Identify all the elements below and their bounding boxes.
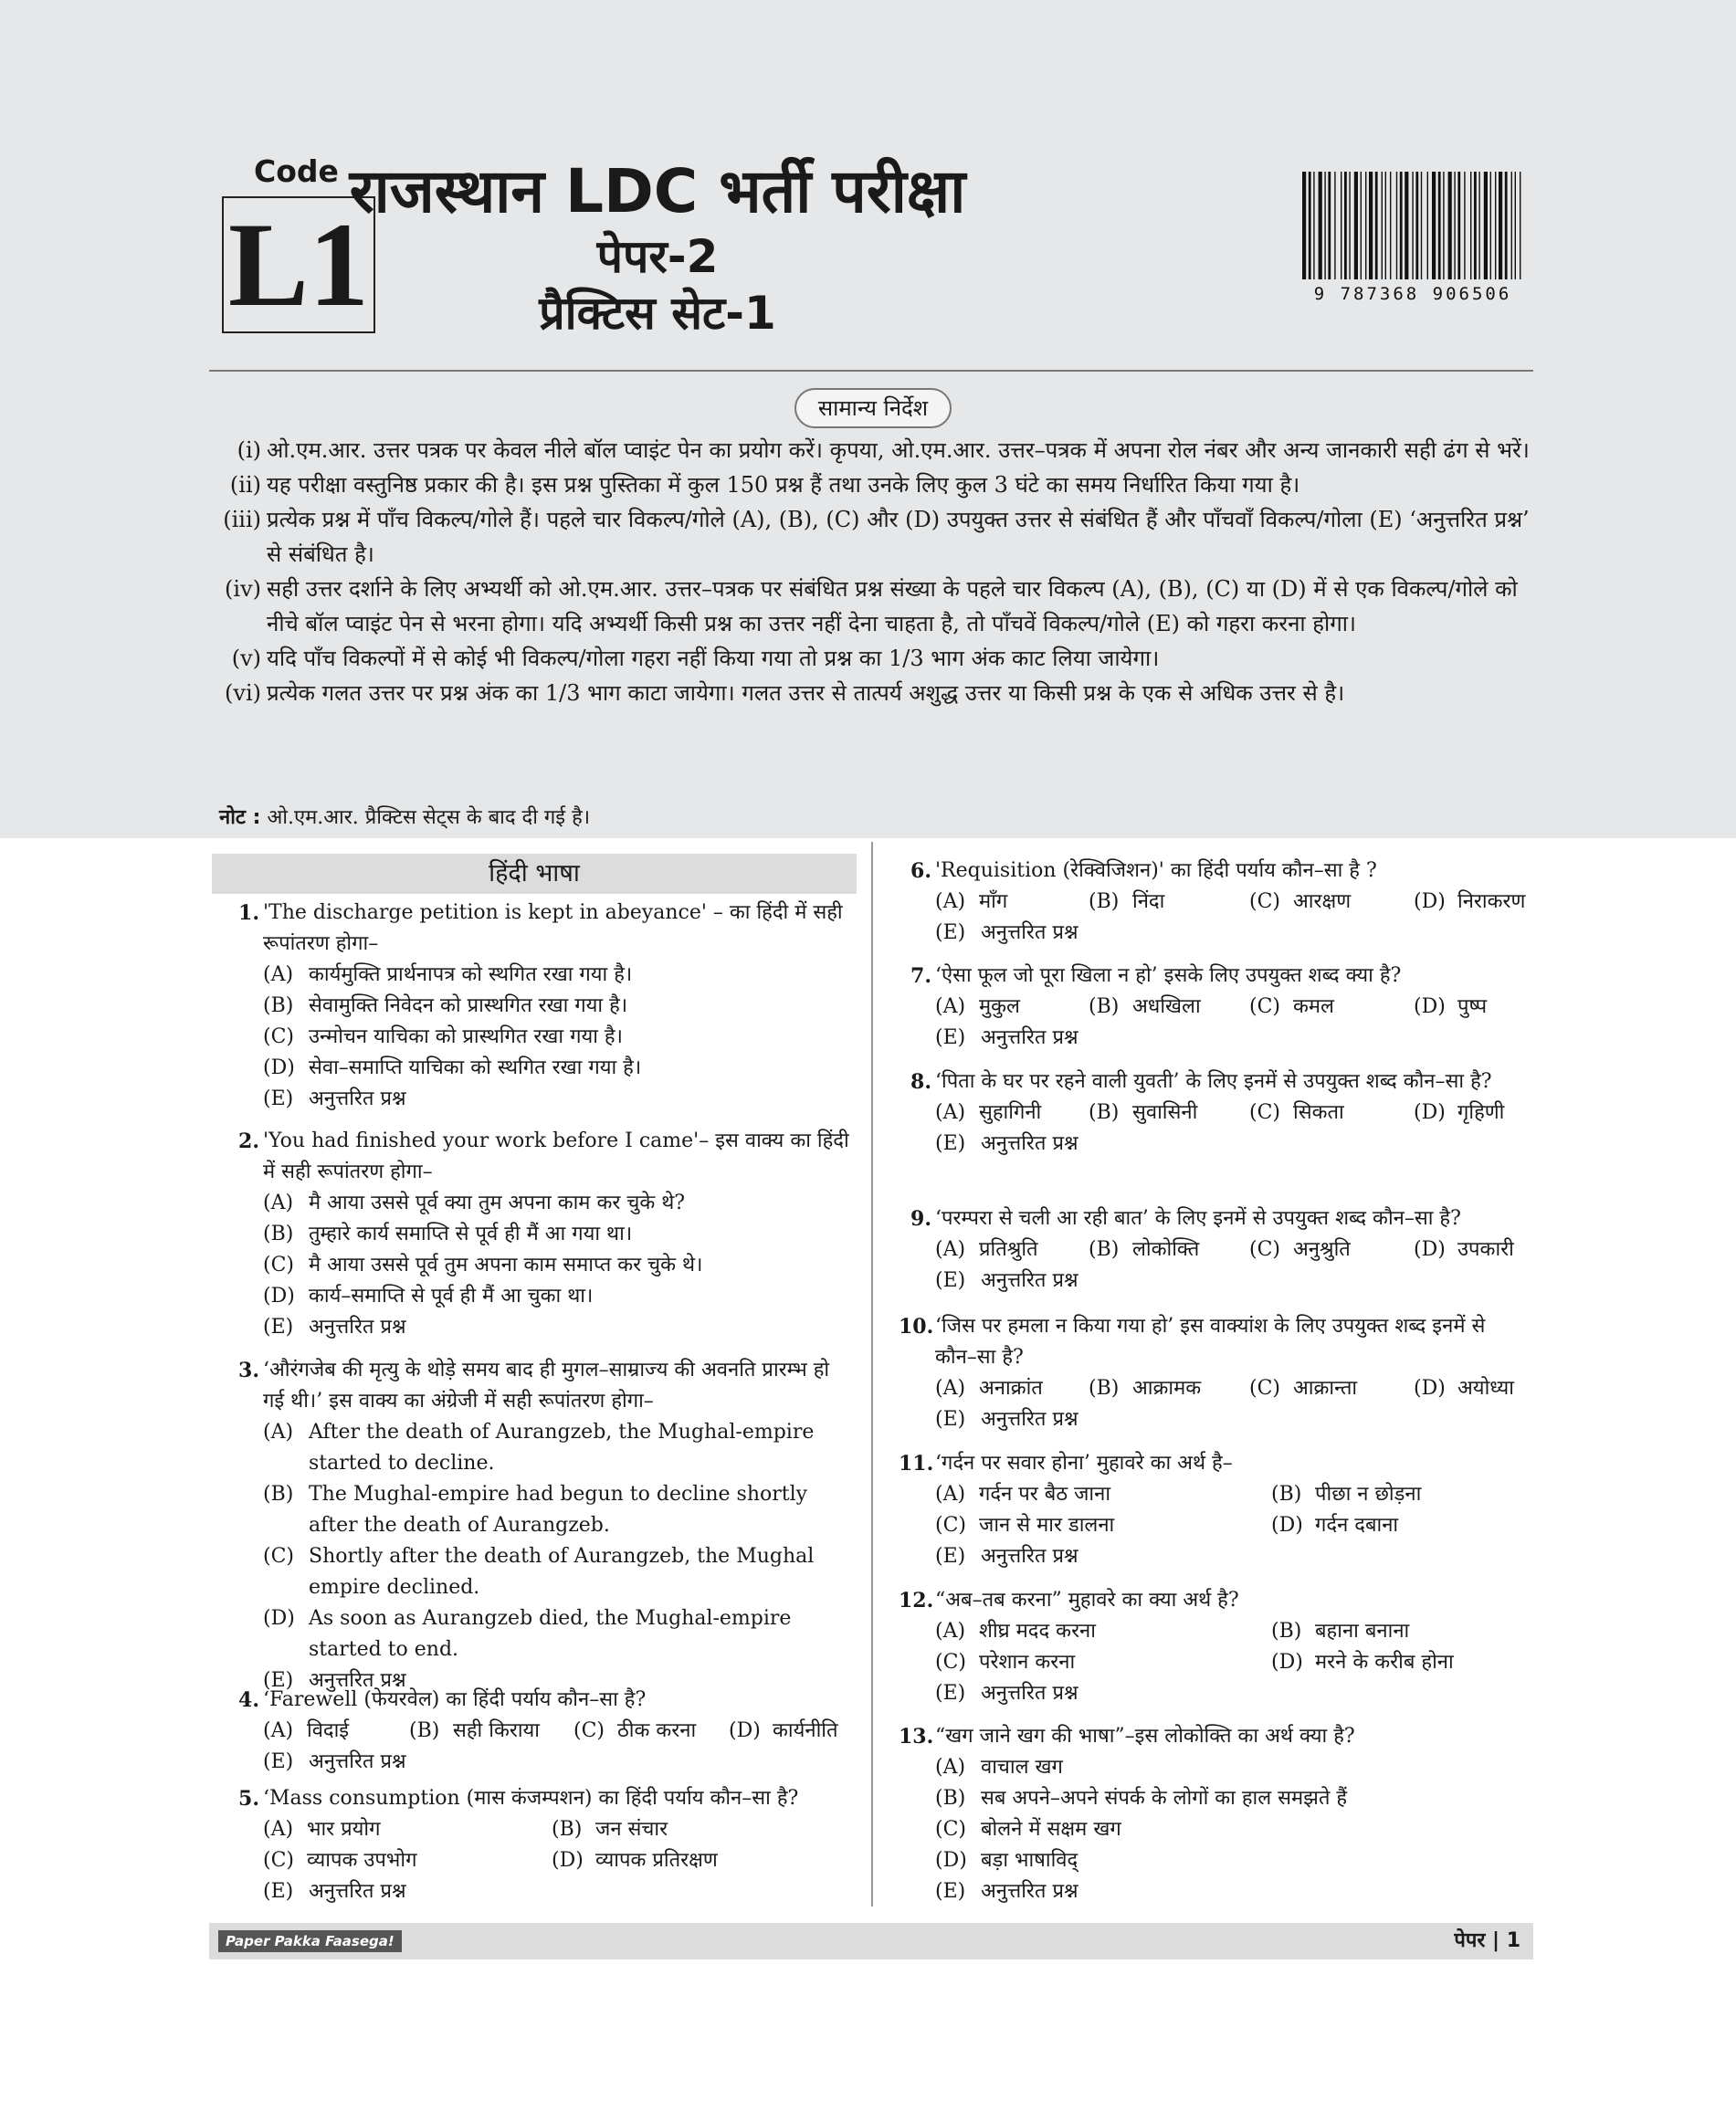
question-number: 11. bbox=[899, 1452, 934, 1476]
option-e: (E) अनुत्तरित प्रश्न bbox=[935, 1269, 1078, 1292]
option-b: (B) जन संचार bbox=[552, 1818, 668, 1841]
barcode-bar bbox=[1319, 172, 1322, 279]
options-row bbox=[935, 1647, 1533, 1678]
barcode-bar bbox=[1448, 172, 1452, 279]
question-text: 'The discharge petition is kept in abeyance' – का हिंदी में सही रूपांतरण होगा– bbox=[263, 901, 843, 955]
question-13 bbox=[899, 1721, 1533, 1907]
question-3 bbox=[238, 1355, 857, 1697]
question-text: ‘जिस पर हमला न किया गया हो’ इस वाक्यांश के लिए उपयुक्त शब्द इनमें से कौन–सा है? bbox=[935, 1315, 1486, 1369]
option-a: (A) विदाई bbox=[263, 1719, 350, 1742]
barcode-bar bbox=[1484, 172, 1488, 279]
instruction-item bbox=[217, 433, 1532, 467]
barcode-bar bbox=[1421, 172, 1422, 279]
question-text: ‘परम्परा से चली आ रही बात’ के लिए इनमें से उपयुक्त शब्द कौन–सा है? bbox=[935, 1207, 1461, 1230]
option-d: (D) As soon as Aurangzeb died, the Mughal-empire started to end. bbox=[263, 1607, 792, 1661]
option-e: (E) अनुत्तरित प्रश्न bbox=[263, 1880, 406, 1903]
barcode-bar bbox=[1515, 172, 1516, 279]
instruction-number: (iv) bbox=[225, 576, 261, 602]
option-c: (C) अनुश्रुति bbox=[1249, 1238, 1351, 1261]
option-b: (B) आक्रामक bbox=[1089, 1377, 1202, 1400]
instruction-text: प्रत्येक प्रश्न में पाँच विकल्प/गोले हैं। पहले चार विकल्प/गोले (A), (B), (C) और (D) उपयुक्त उत्तर से संबंधित हैं और पाँचवाँ विकल्प/गोला (E) ‘अनुत्तरित प्रश्न’ से संबंधित है। bbox=[267, 507, 1530, 567]
question-2 bbox=[238, 1126, 857, 1343]
barcode-bar bbox=[1470, 172, 1471, 279]
barcode-bar bbox=[1478, 172, 1479, 279]
question-number: 7. bbox=[910, 964, 931, 988]
question-text: ‘पिता के घर पर रहने वाली युवती’ के लिए इनमें से उपयुक्त शब्द कौन–सा है? bbox=[935, 1070, 1492, 1093]
note-text: ओ.एम.आर. प्रैक्टिस सेट्स के बाद दी गई है। bbox=[267, 806, 591, 829]
barcode-bar bbox=[1369, 172, 1373, 279]
option-e: (E) अनुत्तरित प्रश्न bbox=[935, 1408, 1078, 1431]
barcode-number: 9 787368 906506 bbox=[1313, 284, 1512, 304]
question-number: 12. bbox=[899, 1589, 934, 1613]
option-d: (D) कार्यनीति bbox=[729, 1719, 838, 1742]
barcode-bar bbox=[1454, 172, 1455, 279]
option-b: (B) बहाना बनाना bbox=[1271, 1620, 1410, 1643]
question-5 bbox=[238, 1783, 857, 1907]
instruction-item bbox=[217, 641, 1532, 676]
options-row bbox=[263, 1845, 857, 1876]
option-a: (A) माँग bbox=[935, 890, 1008, 913]
option-c: (C) Shortly after the death of Aurangzeb, the Mughal empire declined. bbox=[263, 1545, 815, 1599]
option-a: (A) वाचाल खग bbox=[935, 1756, 1063, 1779]
question-4 bbox=[238, 1685, 857, 1778]
option-d: (D) उपकारी bbox=[1414, 1238, 1514, 1261]
question-6 bbox=[910, 856, 1533, 949]
barcode-bar bbox=[1412, 172, 1413, 279]
question-number: 13. bbox=[899, 1725, 934, 1749]
brand-logo: Paper Pakka Faasega! bbox=[218, 1930, 402, 1952]
barcode-bar bbox=[1405, 172, 1408, 279]
instruction-number: (v) bbox=[231, 646, 261, 671]
barcode-icon bbox=[1299, 170, 1527, 305]
option-c: (C) बोलने में सक्षम खग bbox=[935, 1818, 1121, 1841]
option-a: (A) सुहागिनी bbox=[935, 1101, 1042, 1124]
option-a: (A) कार्यमुक्ति प्रार्थनापत्र को स्थगित रखा गया है। bbox=[263, 963, 633, 986]
option-e: (E) अनुत्तरित प्रश्न bbox=[935, 1682, 1078, 1705]
question-number: 1. bbox=[238, 901, 259, 925]
option-d: (D) व्यापक प्रतिरक्षण bbox=[552, 1849, 718, 1872]
barcode-bar bbox=[1382, 172, 1383, 279]
question-1 bbox=[238, 898, 857, 1115]
barcode-bar bbox=[1505, 172, 1508, 279]
code-label: Code bbox=[254, 153, 339, 189]
option-b: (B) The Mughal-empire had begun to decline shortly after the death of Aurangzeb. bbox=[263, 1483, 808, 1537]
barcode-bar bbox=[1385, 172, 1386, 279]
barcode-bar bbox=[1438, 172, 1441, 279]
instruction-number: (iii) bbox=[223, 507, 261, 532]
barcode-bar bbox=[1344, 172, 1347, 279]
question-number: 10. bbox=[899, 1315, 934, 1339]
question-text: ‘ऐसा फूल जो पूरा खिला न हो’ इसके लिए उपयुक्त शब्द क्या है? bbox=[935, 964, 1402, 987]
question-text: “खग जाने खग की भाषा”–इस लोकोक्ति का अर्थ क्या है? bbox=[935, 1725, 1355, 1748]
option-d: (D) मरने के करीब होना bbox=[1271, 1651, 1454, 1674]
question-12 bbox=[899, 1585, 1533, 1709]
instruction-text: यदि पाँच विकल्पों में से कोई भी विकल्प/गोला गहरा नहीं किया गया तो प्रश्न का 1/3 भाग अंक काट लिया जायेगा। bbox=[267, 646, 1160, 671]
option-c: (C) जान से मार डालना bbox=[935, 1514, 1115, 1537]
option-e: (E) अनुत्तरित प्रश्न bbox=[935, 1132, 1078, 1155]
option-c: (C) सिकता bbox=[1249, 1101, 1344, 1124]
question-7 bbox=[910, 961, 1533, 1054]
barcode-bar bbox=[1400, 172, 1403, 279]
barcode-bar bbox=[1443, 172, 1444, 279]
question-number: 6. bbox=[910, 859, 931, 883]
barcode-bar bbox=[1427, 172, 1428, 279]
option-b: (B) अधखिला bbox=[1089, 995, 1201, 1018]
option-e: (E) अनुत्तरित प्रश्न bbox=[263, 1316, 406, 1339]
question-10 bbox=[899, 1311, 1533, 1435]
barcode-bar bbox=[1375, 172, 1378, 279]
option-a: (A) प्रतिश्रुति bbox=[935, 1238, 1038, 1261]
options-row bbox=[263, 1814, 857, 1845]
option-c: (C) आरक्षण bbox=[1249, 890, 1352, 913]
option-e: (E) अनुत्तरित प्रश्न bbox=[935, 1880, 1078, 1903]
option-e: (E) अनुत्तरित प्रश्न bbox=[263, 1087, 406, 1110]
instruction-text: सही उत्तर दर्शाने के लिए अभ्यर्थी को ओ.एम.आर. उत्तर–पत्रक पर संबंधित प्रश्न संख्या के पहले चार विकल्प (A), (B), (C) या (D) में से एक विकल्प/गोले को नीचे बॉल प्वाइंट पेन से भरना होगा। यदि अभ्यर्थी किसी प्रश्न का उत्तर नहीं देना चाहता है, तो पाँचवें विकल्प/गोले (E) को गहरा करना होगा। bbox=[267, 576, 1518, 636]
option-d: (D) गृहिणी bbox=[1414, 1101, 1505, 1124]
page-number: पेपर | 1 bbox=[1454, 1929, 1520, 1952]
option-e: (E) अनुत्तरित प्रश्न bbox=[263, 1750, 406, 1773]
note bbox=[219, 804, 590, 832]
section-heading: हिंदी भाषा bbox=[212, 854, 857, 894]
question-9 bbox=[910, 1203, 1533, 1297]
instruction-item bbox=[217, 467, 1532, 502]
option-a: (A) भार प्रयोग bbox=[263, 1818, 381, 1841]
option-e: (E) अनुत्तरित प्रश्न bbox=[935, 1545, 1078, 1568]
barcode-bar bbox=[1334, 172, 1335, 279]
option-c: (C) आक्रान्ता bbox=[1249, 1377, 1358, 1400]
barcode-bar bbox=[1464, 172, 1465, 279]
note-label: नोट : bbox=[219, 806, 261, 829]
question-number: 2. bbox=[238, 1129, 259, 1153]
question-text: 'You had finished your work before I came'– इस वाक्य का हिंदी में सही रूपांतरण होगा– bbox=[263, 1129, 849, 1183]
options-row bbox=[935, 1373, 1533, 1404]
option-b: (B) तुम्हारे कार्य समाप्ति से पूर्व ही मैं आ गया था। bbox=[263, 1223, 633, 1245]
question-text: ‘औरंगजेब की मृत्यु के थोड़े समय बाद ही मुगल–साम्राज्य की अवनति प्रारम्भ हो गई थी।’ इस वाक्य का अंग्रेजी में सही रूपांतरण होगा– bbox=[263, 1359, 830, 1413]
option-b: (B) निंदा bbox=[1089, 890, 1165, 913]
barcode-bar bbox=[1474, 172, 1477, 279]
footer-bar bbox=[209, 1923, 1533, 1959]
options-row bbox=[935, 1098, 1533, 1129]
option-a: (A) अनाक्रांत bbox=[935, 1377, 1043, 1400]
barcode-bar bbox=[1396, 172, 1397, 279]
options-row bbox=[263, 1716, 857, 1747]
barcode-bar bbox=[1328, 172, 1331, 279]
instruction-number: (ii) bbox=[229, 472, 261, 498]
option-a: (A) शीघ्र मदद करना bbox=[935, 1620, 1096, 1643]
option-a: (A) गर्दन पर बैठ जाना bbox=[935, 1483, 1111, 1506]
barcode-bar bbox=[1361, 172, 1362, 279]
instruction-text: प्रत्येक गलत उत्तर पर प्रश्न अंक का 1/3 भाग काटा जायेगा। गलत उत्तर से तात्पर्य अशुद्ध उत्तर या किसी प्रश्न के एक से अधिक उत्तर से है। bbox=[267, 680, 1345, 706]
question-text: ‘Mass consumption (मास कंजम्पशन) का हिंदी पर्याय कौन–सा है? bbox=[263, 1787, 799, 1810]
instruction-text: यह परीक्षा वस्तुनिष्ठ प्रकार की है। इस प्रश्न पुस्तिका में कुल 150 प्रश्न हैं तथा उनके लिए कुल 3 घंटे का समय निर्धारित किया गया है। bbox=[267, 472, 1300, 498]
instruction-item bbox=[217, 572, 1532, 641]
option-b: (B) पीछा न छोड़ना bbox=[1271, 1483, 1422, 1506]
option-b: (B) सब अपने–अपने संपर्क के लोगों का हाल समझते हैं bbox=[935, 1787, 1348, 1810]
barcode-bar bbox=[1495, 172, 1496, 279]
instruction-number: (i) bbox=[237, 437, 261, 463]
option-e: (E) अनुत्तरित प्रश्न bbox=[935, 921, 1078, 944]
barcode-bar bbox=[1365, 172, 1366, 279]
barcode-bar bbox=[1349, 172, 1350, 279]
option-c: (C) परेशान करना bbox=[935, 1651, 1076, 1674]
option-e: (E) अनुत्तरित प्रश्न bbox=[935, 1026, 1078, 1049]
barcode-bar bbox=[1309, 172, 1311, 279]
question-number: 5. bbox=[238, 1787, 259, 1811]
instructions-list bbox=[217, 433, 1532, 710]
barcode-bar bbox=[1511, 172, 1512, 279]
option-a: (A) After the death of Aurangzeb, the Mughal-empire started to decline. bbox=[263, 1421, 815, 1475]
instructions-heading: सामान्य निर्देश bbox=[794, 388, 952, 428]
option-d: (D) गर्दन दबाना bbox=[1271, 1514, 1399, 1537]
barcode-bar bbox=[1499, 172, 1502, 279]
option-d: (D) कार्य–समाप्ति से पूर्व ही मैं आ चुका था। bbox=[263, 1285, 594, 1308]
options-row bbox=[935, 992, 1533, 1023]
options-row bbox=[935, 887, 1533, 918]
question-11 bbox=[899, 1448, 1533, 1572]
exam-title: राजस्थान LDC भर्ती परीक्षा bbox=[349, 156, 966, 226]
code-box: L1 bbox=[222, 196, 375, 333]
option-d: (D) सेवा–समाप्ति याचिका को स्थगित रखा गया है। bbox=[263, 1056, 642, 1079]
question-text: ‘Farewell (फेयरवेल) का हिंदी पर्याय कौन–सा है? bbox=[263, 1688, 647, 1711]
barcode-bar bbox=[1390, 172, 1391, 279]
option-e: (E) अनुत्तरित प्रश्न bbox=[263, 1669, 406, 1692]
options-row bbox=[935, 1479, 1533, 1510]
option-a: (A) मै आया उससे पूर्व क्या तुम अपना काम कर चुके थे? bbox=[263, 1192, 686, 1214]
options-row bbox=[935, 1616, 1533, 1647]
title-block bbox=[349, 155, 1297, 341]
instruction-text: ओ.एम.आर. उत्तर पत्रक पर केवल नीले बॉल प्वाइंट पेन का प्रयोग करें। कृपया, ओ.एम.आर. उत्तर–पत्रक में अपना रोल नंबर और अन्य जानकारी सही ढंग से भरें। bbox=[267, 437, 1530, 463]
header-divider bbox=[209, 370, 1533, 372]
barcode-bar bbox=[1432, 172, 1436, 279]
option-d: (D) अयोध्या bbox=[1414, 1377, 1514, 1400]
barcode-bar bbox=[1324, 172, 1325, 279]
question-number: 9. bbox=[910, 1207, 931, 1231]
options-row bbox=[935, 1510, 1533, 1541]
option-b: (B) सेवामुक्ति निवेदन को प्रास्थगित रखा गया है। bbox=[263, 994, 628, 1017]
instruction-number: (vi) bbox=[225, 680, 261, 706]
question-8 bbox=[910, 1066, 1533, 1160]
barcode-bar bbox=[1313, 172, 1314, 279]
question-text: ‘गर्दन पर सवार होना’ मुहावरे का अर्थ है– bbox=[935, 1452, 1233, 1475]
barcode-bar bbox=[1457, 172, 1460, 279]
question-text: “अब–तब करना” मुहावरे का क्या अर्थ है? bbox=[935, 1589, 1239, 1612]
option-c: (C) मै आया उससे पूर्व तुम अपना काम समाप्त कर चुके थे। bbox=[263, 1254, 703, 1276]
paper-title: पेपर-2 bbox=[596, 230, 719, 283]
option-c: (C) ठीक करना bbox=[573, 1719, 697, 1742]
question-number: 4. bbox=[238, 1688, 259, 1712]
option-c: (C) व्यापक उपभोग bbox=[263, 1849, 417, 1872]
option-b: (B) सही किराया bbox=[409, 1719, 540, 1742]
option-d: (D) पुष्प bbox=[1414, 995, 1488, 1018]
barcode-bar bbox=[1354, 172, 1358, 279]
instruction-item bbox=[217, 676, 1532, 710]
column-divider bbox=[871, 842, 873, 1907]
option-a: (A) मुकुल bbox=[935, 995, 1020, 1018]
set-title: प्रैक्टिस सेट-1 bbox=[539, 287, 776, 340]
options-row bbox=[935, 1234, 1533, 1266]
question-text: 'Requisition (रेक्विजिशन)' का हिंदी पर्याय कौन–सा है ? bbox=[935, 859, 1377, 882]
option-d: (D) बड़ा भाषाविद् bbox=[935, 1849, 1078, 1872]
option-d: (D) निराकरण bbox=[1414, 890, 1526, 913]
instruction-item bbox=[217, 502, 1532, 572]
question-number: 3. bbox=[238, 1359, 259, 1382]
barcode-bar bbox=[1490, 172, 1491, 279]
question-number: 8. bbox=[910, 1070, 931, 1094]
option-b: (B) सुवासिनी bbox=[1089, 1101, 1198, 1124]
option-b: (B) लोकोक्ति bbox=[1089, 1238, 1200, 1261]
option-c: (C) कमल bbox=[1249, 995, 1334, 1018]
barcode-bar bbox=[1415, 172, 1418, 279]
option-c: (C) उन्मोचन याचिका को प्रास्थगित रखा गया है। bbox=[263, 1025, 623, 1048]
barcode-bar bbox=[1302, 172, 1306, 279]
